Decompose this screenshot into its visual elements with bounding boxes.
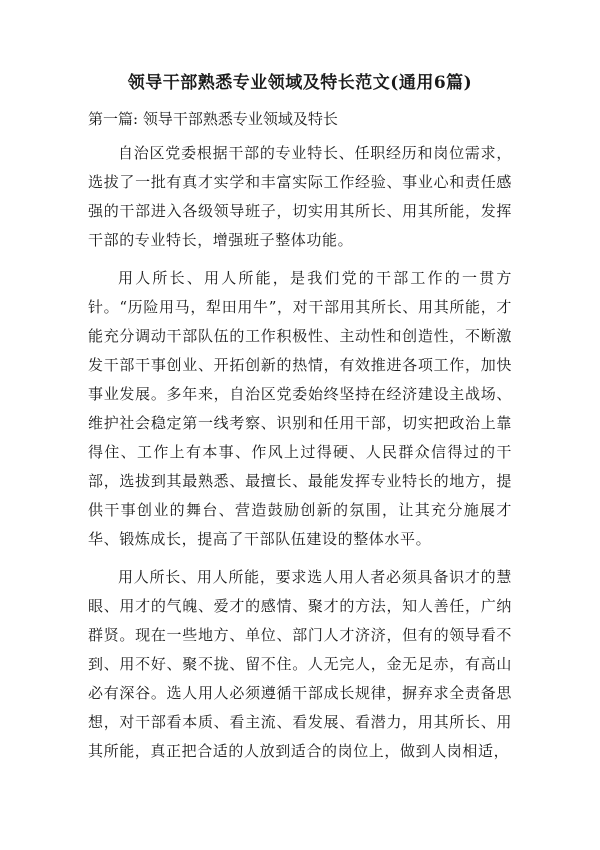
paragraph-1: 自治区党委根据干部的专业特长、任职经历和岗位需求，选拔了一批有真才实学和丰富实际工作经验、事业心和责任感强的干部进入各级领导班子，切实用其所长、用其所能，发挥干部的专业特长，增强班子整体功能。: [88, 144, 512, 249]
document-body: [88, 139, 512, 775]
paragraph-3: 用人所长、用人所能，要求选人用人者必须具备识才的慧眼、用才的气魄、爱才的感情、聚才的方法，知人善任，广纳群贤。现在一些地方、单位、部门人才济济，但有的领导看不到、用不好、聚不拢、留不住。人无完人，金无足赤，有高山必有深谷。选人用人必须遵循干部成长规律，摒弃求全责备思想，对干部看本质、看主流、看发展、看潜力，用其所长、用其所能，真正把合适的人放到适合的岗位上，做到人岗相适，: [88, 568, 512, 760]
document-title: 领导干部熟悉专业领域及特长范文(通用6篇): [127, 73, 473, 93]
section-heading: 第一篇: 领导干部熟悉专业领域及特长: [88, 110, 338, 128]
paragraph-2: 用人所长、用人所能，是我们党的干部工作的一贯方针。“历险用马，犁田用牛”，对干部用其所长、用其所能，才能充分调动干部队伍的工作积极性、主动性和创造性，不断激发干部干事创业、开拓创新的热情，有效推进各项工作，加快事业发展。多年来，自治区党委始终坚持在经济建设主战场、维护社会稳定第一线考察、识别和任用干部，切实把政治上靠得住、工作上有本事、作风上过得硬、人民群众信得过的干部，选拔到其最熟悉、最擅长、最能发挥专业特长的地方，提供干事创业的舞台、营造鼓励创新的氛围，让其充分施展才华、锻炼成长，提高了干部队伍建设的整体水平。: [88, 269, 512, 548]
